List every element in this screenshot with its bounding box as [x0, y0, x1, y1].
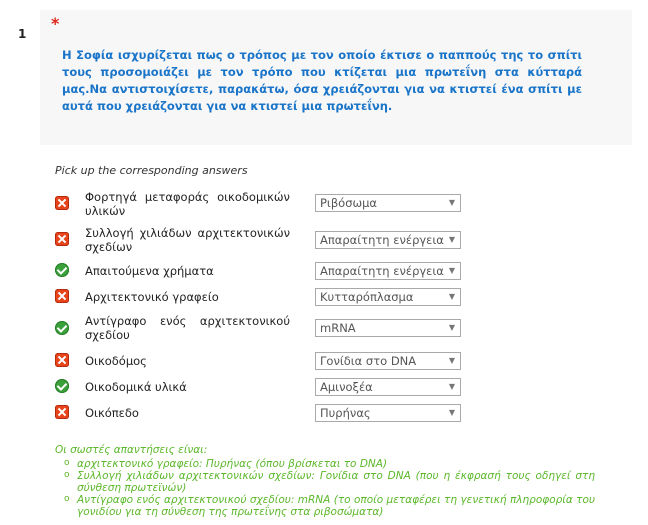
item-label: Οικοδομικά υλικά [85, 380, 187, 394]
required-mark: * [51, 14, 60, 33]
answer-select[interactable] [315, 231, 461, 249]
selected-value: mRNA [320, 321, 356, 335]
selected-value: Πυρήνας [320, 406, 371, 420]
checkmark-icon [55, 321, 69, 335]
cross-icon [55, 405, 69, 419]
feedback-item: o Αντίγραφο ενός αρχιτεκτονικού σχεδίου: mRNA (το οποίο μεταφέρει τη γενετική πληροφορία του γονιδίου για τη σύνθεση της πρωτεΐνης στα ριβοσώματα) [77, 494, 595, 518]
selected-value: Απαραίτητη ενέργεια [320, 264, 444, 278]
question-number: 1 [18, 27, 27, 41]
answer-select[interactable] [315, 352, 461, 370]
feedback-heading: Οι σωστές απαντήσεις είναι: [55, 444, 208, 456]
feedback-list [55, 458, 595, 518]
selected-value: Γονίδια στο DNA [320, 354, 417, 368]
answer-select[interactable] [315, 194, 461, 212]
dropdown-arrow-icon: ▼ [448, 408, 455, 417]
item-label: Φορτηγά μεταφοράς οικοδομικών υλικών [85, 190, 290, 218]
cross-icon [55, 353, 69, 367]
dropdown-arrow-icon: ▼ [448, 198, 455, 207]
checkmark-icon [55, 379, 69, 393]
item-label: Αρχιτεκτονικό γραφείο [85, 290, 219, 304]
selected-value: Κυτταρόπλασμα [320, 290, 414, 304]
selected-value: Αμινοξέα [320, 380, 373, 394]
dropdown-arrow-icon: ▼ [448, 382, 455, 391]
question-text: Η Σοφία ισχυρίζεται πως ο τρόπος με τον οποίο έκτισε ο παππούς της το σπίτι τους προσομοιάζει με τον τρόπο που κτίζεται μια πρωτεΐνη στα κύτταρά μας.Να αντιστοιχίσετε, παρακάτω, όσα χρειάζονται για να κτιστεί ένα σπίτι με αυτά που χρειάζονται για να κτιστεί μια πρωτεΐνη. [62, 48, 582, 113]
item-label: Απαιτούμενα χρήματα [85, 264, 214, 278]
answer-select[interactable] [315, 319, 461, 337]
correct-answers-feedback [55, 444, 595, 518]
cross-icon [55, 289, 69, 303]
item-label: Συλλογή χιλιάδων αρχιτεκτονικών σχεδίων [85, 226, 290, 254]
dropdown-arrow-icon: ▼ [448, 356, 455, 365]
checkmark-icon [55, 263, 69, 277]
item-label: Αντίγραφο ενός αρχιτεκτονικού σχεδίου [85, 314, 290, 342]
dropdown-arrow-icon: ▼ [448, 266, 455, 275]
answer-select[interactable] [315, 262, 461, 280]
dropdown-arrow-icon: ▼ [448, 292, 455, 301]
dropdown-arrow-icon: ▼ [448, 323, 455, 332]
dropdown-arrow-icon: ▼ [448, 235, 455, 244]
feedback-item: o αρχιτεκτονικό γραφείο: Πυρήνας (όπου βρίσκεται το DNA) [77, 458, 595, 470]
answer-select[interactable] [315, 404, 461, 422]
cross-icon [55, 196, 69, 210]
answer-select[interactable] [315, 288, 461, 306]
instruction-text: Pick up the corresponding answers [55, 164, 248, 177]
item-label: Οικοδόμος [85, 354, 147, 368]
selected-value: Ριβόσωμα [320, 196, 378, 210]
answer-select[interactable] [315, 378, 461, 396]
cross-icon [55, 232, 69, 246]
feedback-item: o Συλλογή χιλιάδων αρχιτεκτονικών σχεδίων: Γονίδια στο DNA (που η έκφρασή τους οδηγεί στη σύνθεση πρωτεϊνών) [77, 470, 595, 494]
selected-value: Απαραίτητη ενέργεια [320, 233, 444, 247]
item-label: Οικόπεδο [85, 406, 139, 420]
